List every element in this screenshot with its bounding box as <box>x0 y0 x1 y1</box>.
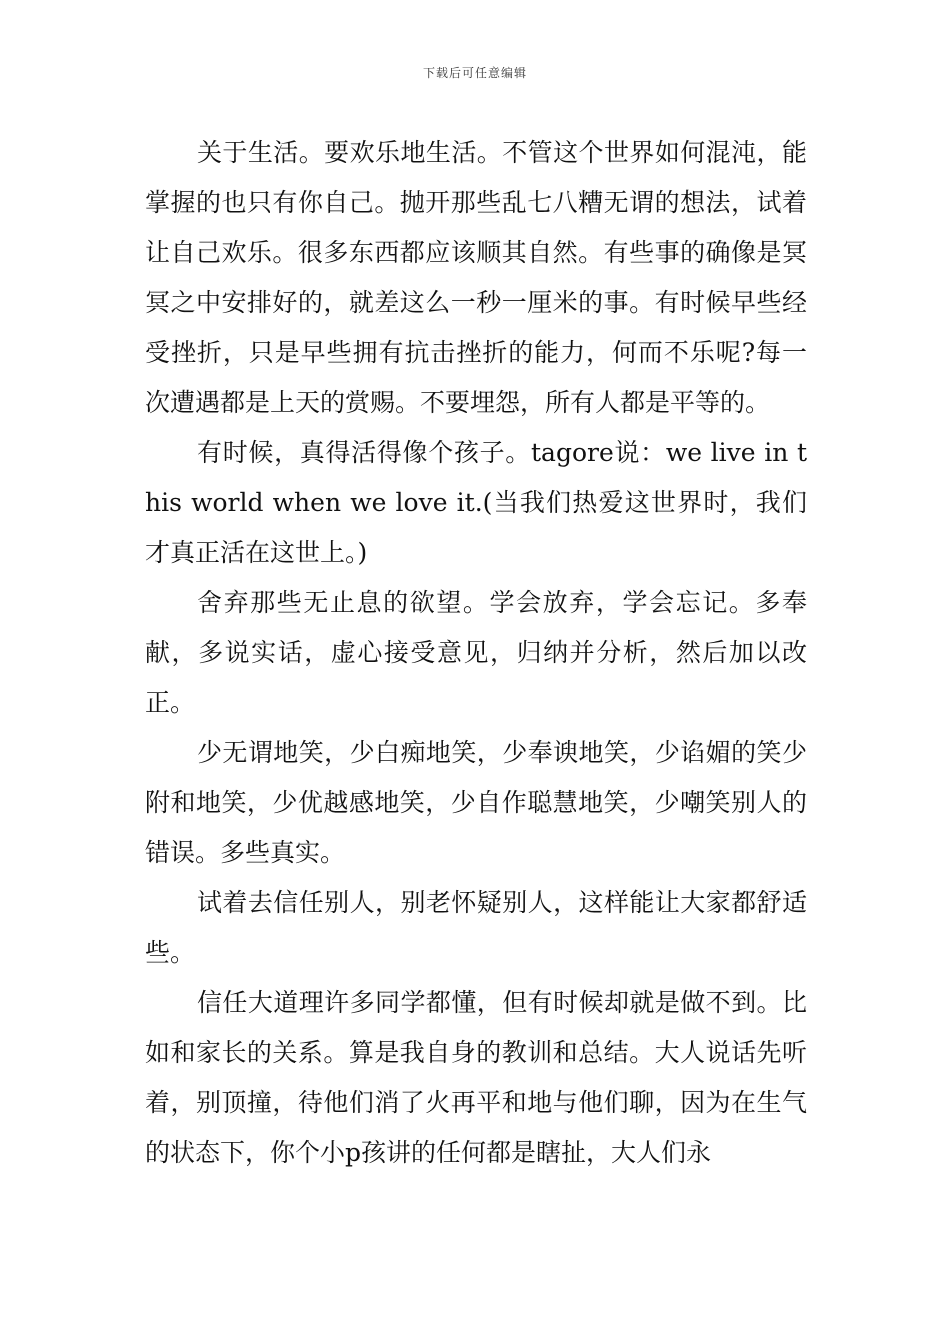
document-body <box>145 128 807 1178</box>
paragraph-trust-others: 试着去信任别人，别老怀疑别人，这样能让大家都舒适些。 <box>145 888 807 967</box>
paragraph-life: 关于生活。要欢乐地生活。不管这个世界如何混沌，能掌握的也只有你自己。抛开那些乱七八糟无谓的想法，试着让自己欢乐。很多东西都应该顺其自然。有些事的确像是冥冥之中安排好的，就差这么一秒一厘米的事。有时候早些经受挫折，只是早些拥有抗击挫折的能力，何而不乐呢?每一次遭遇都是上天的赏赐。不要埋怨，所有人都是平等的。 <box>145 138 807 417</box>
page-header: 下载后可任意编辑 <box>422 66 527 80</box>
paragraph-laugh: 少无谓地笑，少白痴地笑，少奉谀地笑，少谄媚的笑少附和地笑，少优越感地笑，少自作聪慧地笑，少嘲笑别人的错误。多些真实。 <box>145 738 807 867</box>
paragraph-child: 有时候，真得活得像个孩子。tagore说：we live in this world when we love it.(当我们热爱这世界时，我们才真正活在这世上。) <box>145 438 807 567</box>
paragraph-parents: 信任大道理许多同学都懂，但有时候却就是做不到。比如和家长的关系。算是我自身的教训和总结。大人说话先听着，别顶撞，待他们消了火再平和地与他们聊，因为在生气的状态下，你个小p孩讲的任何都是瞎扯，大人们永 <box>145 988 807 1167</box>
paragraph-desire: 舍弃那些无止息的欲望。学会放弃，学会忘记。多奉献，多说实话，虚心接受意见，归纳并分析，然后加以改正。 <box>145 588 807 717</box>
